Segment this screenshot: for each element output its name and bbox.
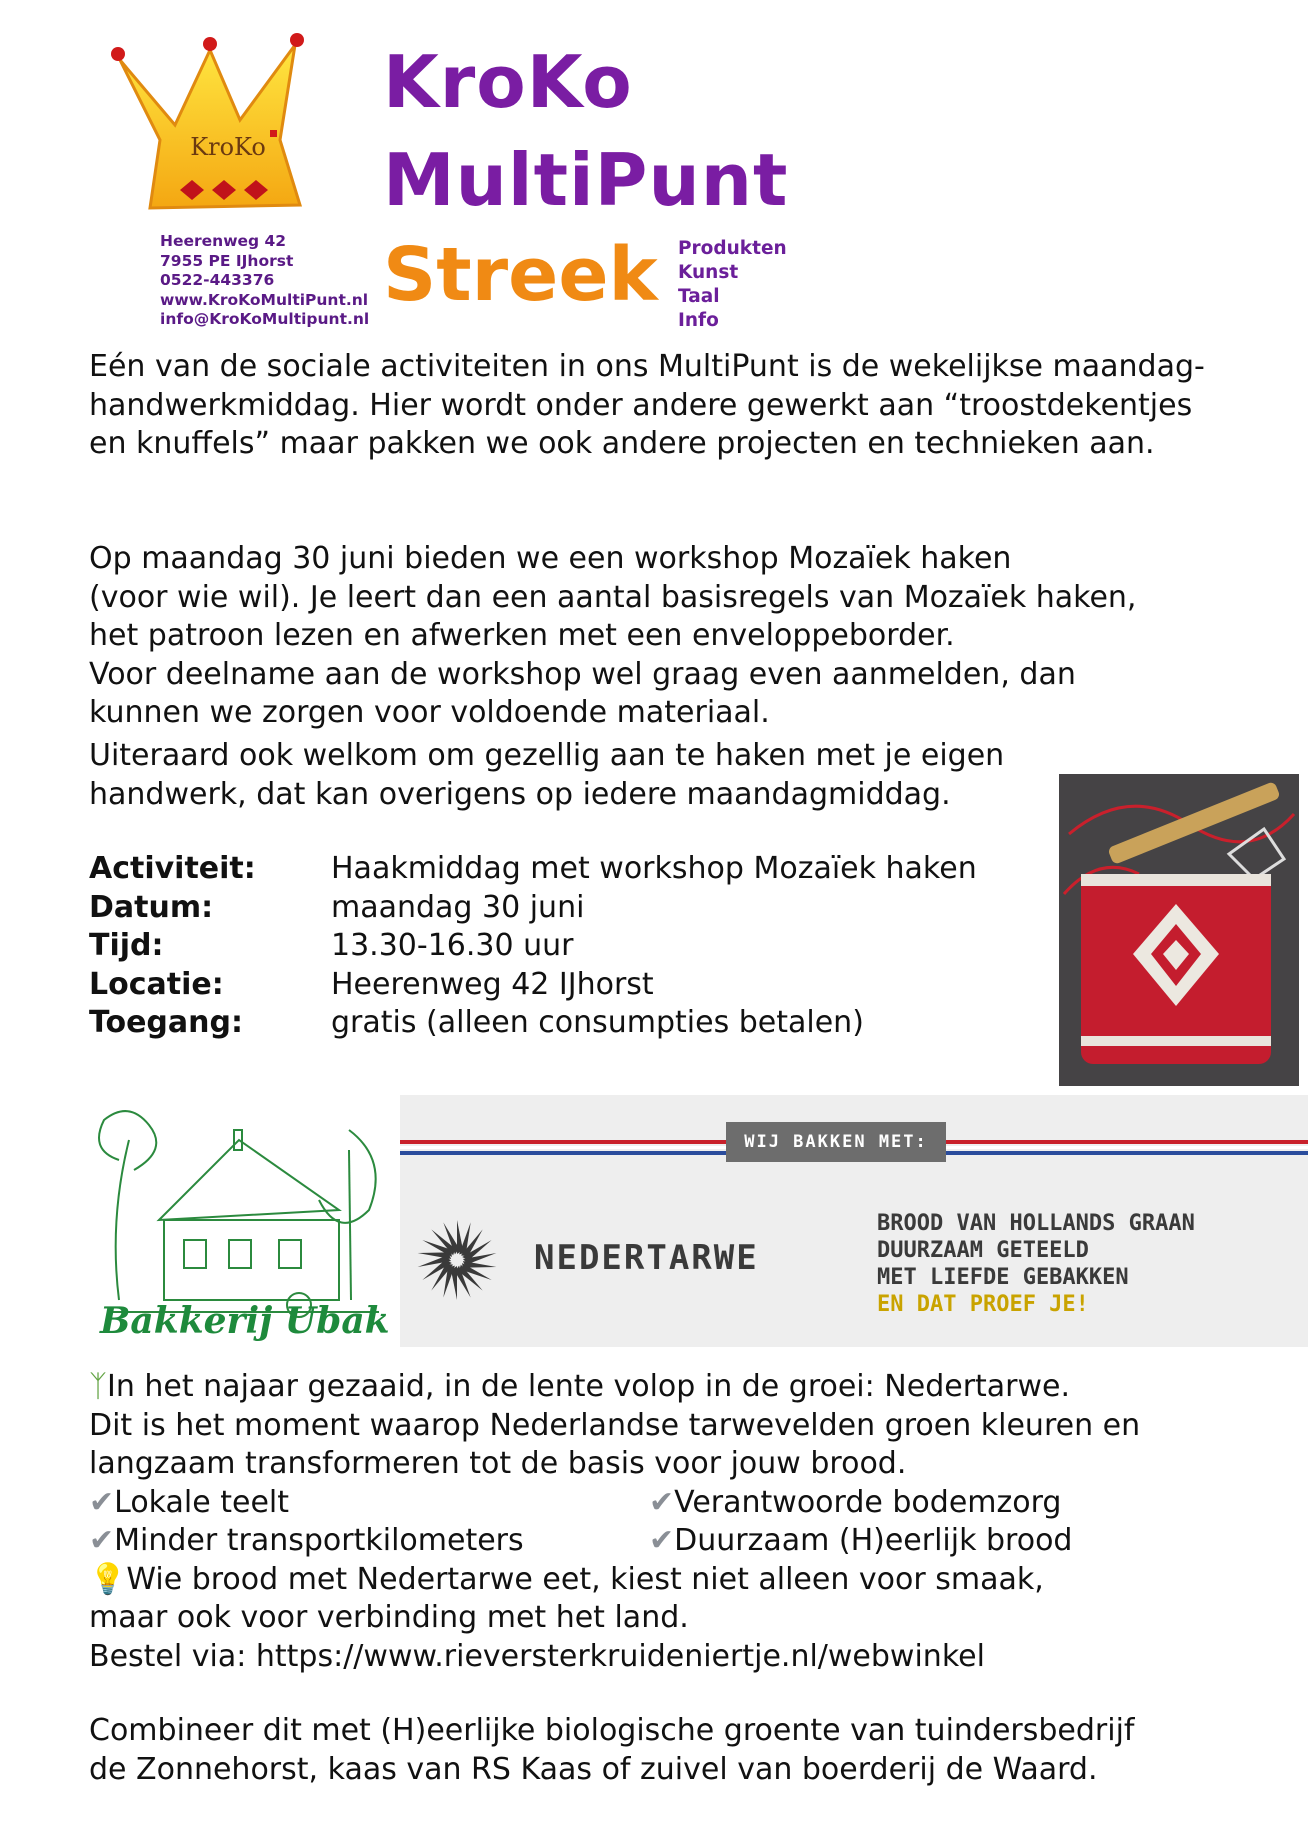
order-link[interactable]: Bestel via: https://www.rieversterkruideniertje.nl/webwinkel xyxy=(89,1638,985,1674)
tagline-line: BROOD VAN HOLLANDS GRAAN xyxy=(877,1211,1195,1236)
benefit-item: ✔Minder transportkilometers xyxy=(89,1522,649,1561)
tag: Info xyxy=(678,310,719,331)
text-line: handwerk, dat kan overigens op iedere maandagmiddag. xyxy=(89,776,951,812)
intro-paragraph: Eén van de sociale activiteiten in ons MultiPunt is de wekelijkse maandag-handwerkmiddag. Hier wordt onder andere gewerkt aan “troostdekentjes en knuffels” maar pakken we ook andere projecten en technieken aan. xyxy=(89,349,1205,461)
check-icon: ✔ xyxy=(89,1484,115,1520)
benefit-item: ✔Lokale teelt xyxy=(89,1484,649,1523)
crochet-photo xyxy=(1059,774,1299,1086)
contact-postcode: 7955 PE IJhorst xyxy=(160,251,294,270)
crown-logo xyxy=(100,30,360,230)
tag: Kunst xyxy=(678,262,739,283)
tagline-line: MET LIEFDE GEBAKKEN xyxy=(877,1265,1129,1290)
text-line: Uiteraard ook welkom om gezellig aan te haken met je eigen xyxy=(89,738,1005,773)
detail-row-location xyxy=(89,966,977,1005)
tagline-line: DUURZAAM GETEELD xyxy=(877,1238,1089,1263)
detail-value: 13.30-16.30 uur xyxy=(331,928,574,963)
seedling-icon: ᛉ xyxy=(89,1369,107,1404)
tagline-highlight: EN DAT PROEF JE! xyxy=(877,1292,1089,1317)
text-line: kunnen we zorgen voor voldoende materiaal. xyxy=(89,695,770,730)
contact-address: Heerenweg 42 xyxy=(160,232,287,250)
text-line: maar ook voor verbinding met het land. xyxy=(89,1600,689,1635)
brand-title-line3: Streek xyxy=(383,232,658,318)
text-line: ᛉIn het najaar gezaaid, in de lente volop in de groei: Nedertarwe. xyxy=(89,1368,1239,1407)
benefit-item: ✔Duurzaam (H)eerlijk brood xyxy=(649,1522,1209,1561)
brand-title-line1: KroKo xyxy=(383,40,633,124)
detail-label: Datum: xyxy=(89,889,214,925)
banner-heading: WIJ BAKKEN MET: xyxy=(726,1122,946,1162)
lightbulb-icon: 💡 xyxy=(89,1561,127,1597)
text-line: Op maandag 30 juni bieden we een workshop Mozaïek haken xyxy=(89,541,1012,576)
detail-value: maandag 30 juni xyxy=(331,889,585,925)
text-line: de Zonnehorst, kaas van RS Kaas of zuivel van boerderij de Waard. xyxy=(89,1751,1098,1787)
text-line: (voor wie wil). Je leert dan een aantal basisregels van Mozaïek haken, xyxy=(89,579,1137,615)
benefit-list xyxy=(89,1484,1239,1561)
detail-label: Locatie: xyxy=(89,966,224,1002)
detail-value: Haakmiddag met workshop Mozaïek haken xyxy=(331,851,977,886)
contact-phone[interactable]: 0522-443376 xyxy=(160,271,275,289)
brand-tags xyxy=(678,237,787,333)
combine-paragraph xyxy=(89,1712,1239,1789)
event-details xyxy=(89,850,977,1043)
detail-value: gratis (alleen consumpties betalen) xyxy=(331,1005,864,1040)
detail-label: Activiteit: xyxy=(89,851,256,886)
text-line: langzaam transformeren tot de basis voor jouw brood. xyxy=(89,1446,907,1481)
brand-title-line2: MultiPunt xyxy=(383,138,789,222)
bakery-name: Bakkerij Ubak xyxy=(100,1300,390,1342)
banner-brand: NEDERTARWE xyxy=(534,1238,759,1278)
check-icon: ✔ xyxy=(89,1523,115,1558)
contact-block xyxy=(160,232,369,330)
text-line: het patroon lezen en afwerken met een enveloppeborder. xyxy=(89,618,955,653)
detail-row-admission xyxy=(89,1004,977,1043)
nedertarwe-section xyxy=(89,1368,1239,1676)
detail-label: Toegang: xyxy=(89,1005,243,1040)
text-line: Voor deelname aan de workshop wel graag even aanmelden, dan xyxy=(89,656,1076,692)
detail-row-time xyxy=(89,927,977,966)
text-line: 💡Wie brood met Nedertarwe eet, kiest niet alleen voor smaak, xyxy=(89,1561,1239,1600)
banner-tagline xyxy=(877,1210,1195,1318)
contact-website[interactable]: www.KroKoMultiPunt.nl xyxy=(160,290,369,309)
contact-email[interactable]: info@KroKoMultipunt.nl xyxy=(160,310,370,328)
detail-row-activity xyxy=(89,850,977,889)
detail-label: Tijd: xyxy=(89,928,164,963)
wheat-spiral-icon xyxy=(407,1210,507,1310)
welcome-paragraph xyxy=(89,737,1219,814)
tag: Taal xyxy=(678,286,720,307)
text-line: Combineer dit met (H)eerlijke biologische groente van tuindersbedrijf xyxy=(89,1713,1135,1748)
workshop-paragraph xyxy=(89,540,1219,733)
benefit-item: ✔Verantwoorde bodemzorg xyxy=(649,1484,1209,1523)
crown-label: KroKo xyxy=(190,133,266,161)
check-icon: ✔ xyxy=(649,1523,675,1558)
detail-row-date xyxy=(89,889,977,928)
check-icon: ✔ xyxy=(649,1484,675,1520)
detail-value: Heerenweg 42 IJhorst xyxy=(331,966,654,1002)
tag: Produkten xyxy=(678,238,787,259)
text-line: Dit is het moment waarop Nederlandse tarwevelden groen kleuren en xyxy=(89,1407,1141,1443)
